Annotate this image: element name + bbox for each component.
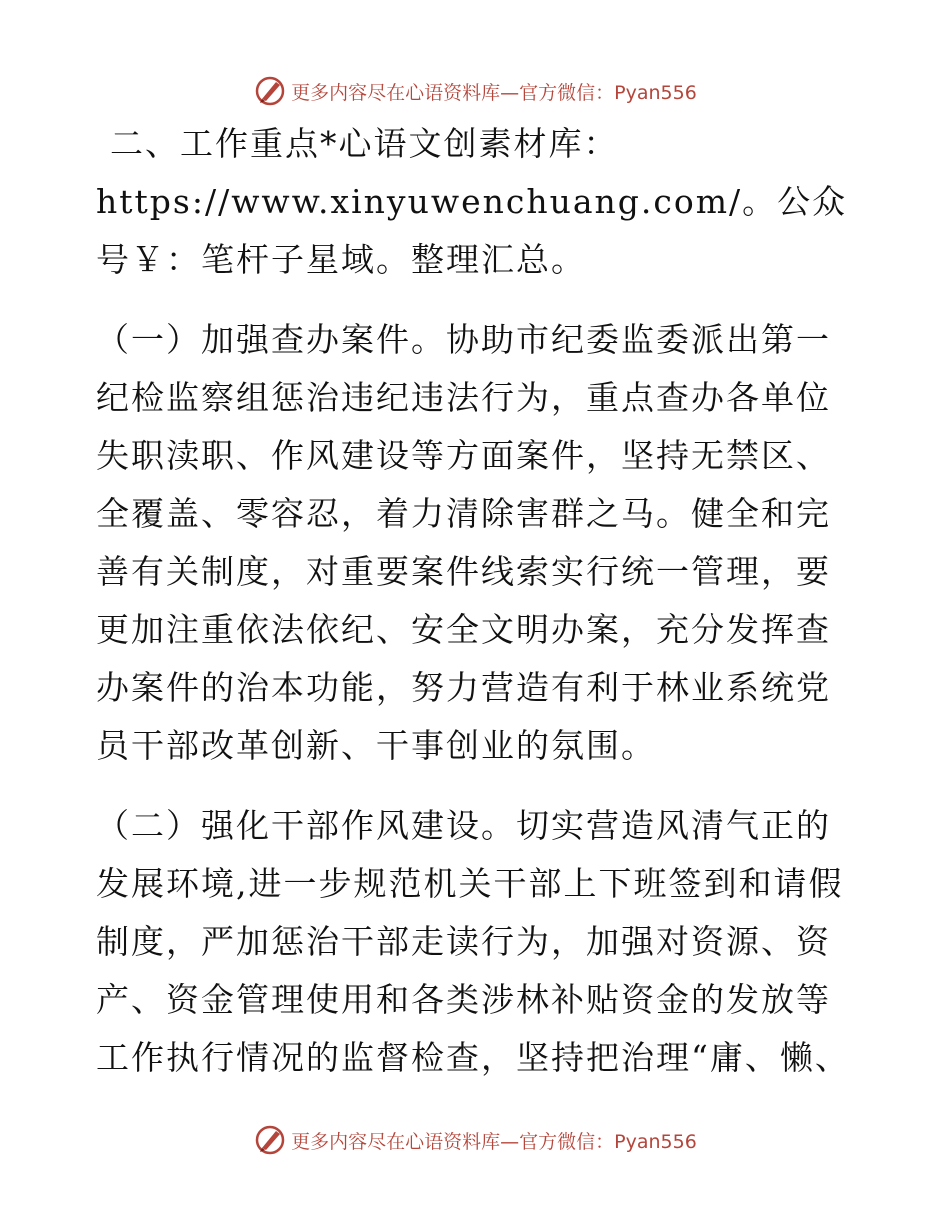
document-body xyxy=(96,115,856,1087)
footer-watermark xyxy=(0,1120,950,1160)
paragraph-cadre-conduct: （二）强化干部作风建设。切实营造风清气正的发展环境,进一步规范机关干部上下班签到和请假制度，严加惩治干部走读行为，加强对资源、资产、资金管理使用和各类涉林补贴资金的发放等工作执行情况的监督检查，坚持把治理“庸、懒、 xyxy=(96,806,850,1077)
section-heading-paragraph: 二、工作重点*心语文创素材库：https://www.xinyuwenchuang.com/。公众号￥：笔杆子星域。整理汇总。 xyxy=(96,124,848,279)
paragraph-case-investigation: （一）加强查办案件。协助市纪委监委派出第一纪检监察组惩治违纪违法行为，重点查办各单位失职渎职、作风建设等方面案件，坚持无禁区、全覆盖、零容忍，着力清除害群之马。健全和完善有关制度，对重要案件线索实行统一管理，要更加注重依法依纪、安全文明办案，充分发挥查办案件的治本功能，努力营造有利于林业系统党员干部改革创新、干事创业的氛围。 xyxy=(96,320,831,765)
watermark-text: 更多内容尽在心语资料库—官方微信：Pyan556 xyxy=(291,1130,697,1153)
header-watermark xyxy=(0,71,950,111)
pen-logo-icon xyxy=(253,1123,287,1157)
pen-logo-icon xyxy=(253,74,287,108)
watermark-text: 更多内容尽在心语资料库—官方微信：Pyan556 xyxy=(291,81,697,104)
